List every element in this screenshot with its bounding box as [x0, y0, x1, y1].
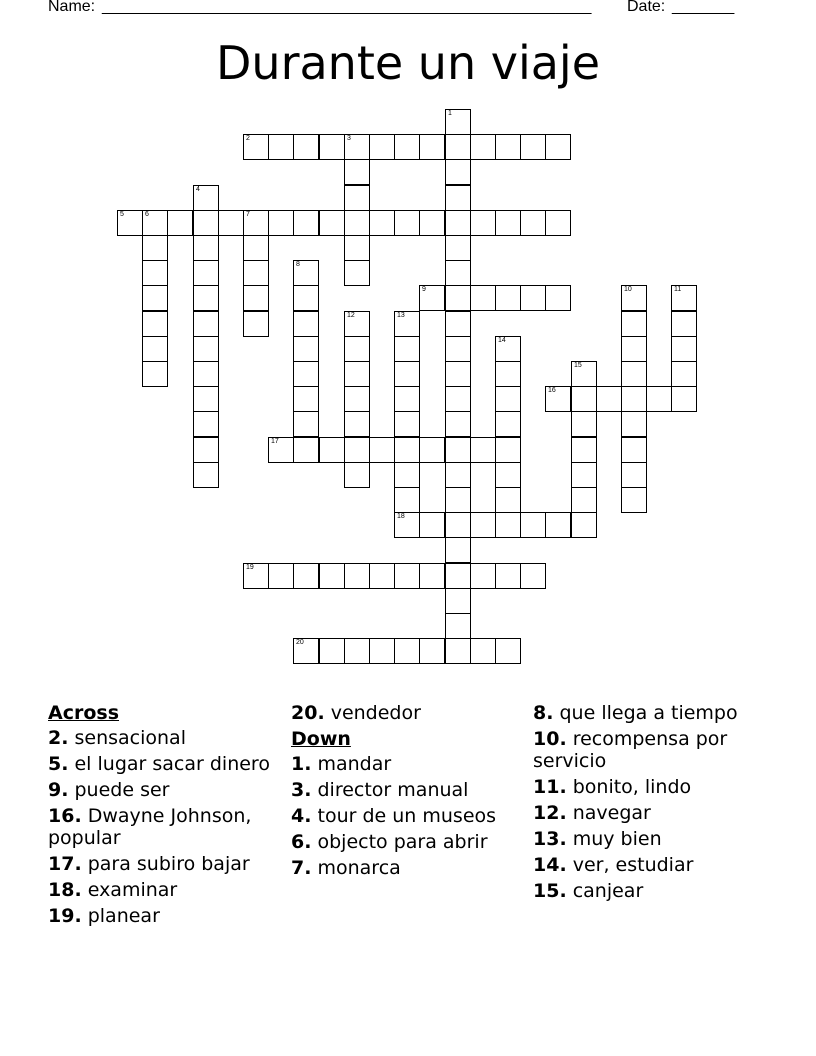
grid-cell[interactable]	[344, 185, 370, 211]
clue-number-label: 17.	[48, 853, 82, 875]
grid-cell[interactable]	[495, 285, 521, 311]
grid-cell[interactable]	[419, 285, 445, 311]
grid-cell[interactable]	[293, 134, 319, 160]
grid-cell[interactable]	[646, 386, 672, 412]
name-label: Name:	[48, 0, 96, 15]
clue-number-label: 19.	[48, 905, 82, 927]
grid-cell[interactable]	[394, 336, 420, 362]
across-heading: Across	[48, 702, 120, 724]
across-clue-list	[48, 727, 278, 927]
clue-number: 8	[296, 261, 300, 268]
grid-cell[interactable]	[495, 386, 521, 412]
grid-cell[interactable]	[319, 437, 345, 463]
grid-cell[interactable]	[293, 311, 319, 337]
grid-cell[interactable]	[470, 437, 496, 463]
grid-cell[interactable]	[495, 462, 521, 488]
clue-text: examinar	[81, 879, 178, 901]
down-clue	[533, 776, 763, 798]
grid-cell[interactable]	[445, 462, 471, 488]
grid-cell[interactable]	[293, 285, 319, 311]
grid-cell[interactable]	[344, 260, 370, 286]
clue-number: 11	[674, 286, 682, 293]
down-clue	[291, 753, 521, 775]
grid-cell[interactable]	[344, 563, 370, 589]
clue-text: mandar	[311, 753, 392, 775]
grid-cell[interactable]	[445, 411, 471, 437]
grid-cell[interactable]	[243, 210, 269, 236]
grid-cell[interactable]	[394, 462, 420, 488]
clue-number-label: 20.	[291, 702, 325, 724]
grid-cell[interactable]	[394, 361, 420, 387]
grid-cell[interactable]	[545, 512, 571, 538]
down-clue	[533, 854, 763, 876]
grid-cell[interactable]	[218, 210, 244, 236]
clue-text: Dwayne Johnson, popular	[48, 805, 252, 849]
clue-number-label: 8.	[533, 702, 554, 724]
grid-cell[interactable]	[193, 260, 219, 286]
grid-cell[interactable]	[545, 285, 571, 311]
grid-cell[interactable]	[319, 134, 345, 160]
grid-cell[interactable]	[369, 134, 395, 160]
grid-cell[interactable]	[394, 512, 420, 538]
grid-cell[interactable]	[293, 260, 319, 286]
down-clue	[533, 828, 763, 850]
grid-cell[interactable]	[470, 134, 496, 160]
grid-cell[interactable]	[193, 361, 219, 387]
clue-number-label: 2.	[48, 727, 69, 749]
down-clue-list	[291, 753, 521, 879]
grid-cell[interactable]	[470, 563, 496, 589]
across-clue-list-continued	[291, 702, 521, 724]
grid-cell[interactable]	[243, 260, 269, 286]
grid-cell[interactable]	[520, 563, 546, 589]
clue-number: 17	[271, 438, 279, 445]
grid-cell[interactable]	[394, 311, 420, 337]
grid-cell[interactable]	[520, 512, 546, 538]
grid-cell[interactable]	[293, 336, 319, 362]
grid-cell[interactable]	[495, 336, 521, 362]
clues-column-1	[48, 702, 278, 931]
grid-cell[interactable]	[419, 512, 445, 538]
grid-cell[interactable]	[344, 134, 370, 160]
grid-cell[interactable]	[596, 386, 622, 412]
grid-cell[interactable]	[369, 563, 395, 589]
grid-cell[interactable]	[142, 311, 168, 337]
grid-cell[interactable]	[445, 134, 471, 160]
grid-cell[interactable]	[243, 134, 269, 160]
grid-cell[interactable]	[495, 487, 521, 513]
grid-cell[interactable]	[243, 311, 269, 337]
grid-cell[interactable]	[495, 411, 521, 437]
date-blank: _______	[672, 0, 735, 15]
across-clue	[48, 905, 278, 927]
grid-cell[interactable]	[470, 638, 496, 664]
grid-cell[interactable]	[142, 361, 168, 387]
grid-cell[interactable]	[293, 563, 319, 589]
grid-cell[interactable]	[545, 210, 571, 236]
name-blank: _______________________________________________________	[102, 0, 592, 15]
grid-cell[interactable]	[621, 411, 647, 437]
grid-cell[interactable]	[621, 487, 647, 513]
clue-number: 1	[448, 110, 452, 117]
grid-cell[interactable]	[193, 185, 219, 211]
down-clue-list-continued	[533, 702, 763, 902]
clue-text: puede ser	[68, 779, 170, 801]
page-title: Durante un viaje	[216, 36, 600, 90]
clue-number: 6	[145, 211, 149, 218]
grid-cell[interactable]	[621, 285, 647, 311]
grid-cell[interactable]	[268, 134, 294, 160]
across-clue	[48, 727, 278, 749]
clue-number: 19	[246, 564, 254, 571]
grid-cell[interactable]	[445, 386, 471, 412]
clue-text: tour de un museos	[311, 805, 497, 827]
clue-number: 12	[347, 312, 355, 319]
clue-number-label: 9.	[48, 779, 69, 801]
grid-cell[interactable]	[394, 638, 420, 664]
clue-number: 20	[296, 639, 304, 646]
grid-cell[interactable]	[319, 210, 345, 236]
date-label: Date:	[627, 0, 666, 15]
grid-cell[interactable]	[394, 210, 420, 236]
clue-number-label: 18.	[48, 879, 82, 901]
grid-cell[interactable]	[344, 638, 370, 664]
clue-number-label: 12.	[533, 802, 567, 824]
clue-text: vendedor	[324, 702, 421, 724]
clue-text: recompensa por servicio	[533, 728, 728, 772]
grid-cell[interactable]	[621, 462, 647, 488]
grid-cell[interactable]	[571, 437, 597, 463]
grid-cell[interactable]	[319, 638, 345, 664]
grid-cell[interactable]	[419, 437, 445, 463]
down-clue	[533, 880, 763, 902]
grid-cell[interactable]	[445, 260, 471, 286]
across-clue	[48, 753, 278, 775]
grid-cell[interactable]	[193, 437, 219, 463]
clue-number: 5	[120, 211, 124, 218]
grid-cell[interactable]	[344, 336, 370, 362]
grid-cell[interactable]	[369, 638, 395, 664]
down-clue	[291, 831, 521, 853]
grid-cell[interactable]	[445, 588, 471, 614]
grid-cell[interactable]	[470, 210, 496, 236]
clue-number-label: 11.	[533, 776, 567, 798]
grid-cell[interactable]	[268, 437, 294, 463]
grid-cell[interactable]	[243, 563, 269, 589]
down-heading: Down	[291, 728, 351, 750]
grid-cell[interactable]	[445, 336, 471, 362]
grid-cell[interactable]	[571, 386, 597, 412]
down-clue	[533, 802, 763, 824]
grid-cell[interactable]	[193, 285, 219, 311]
clues-column-3	[533, 702, 763, 906]
grid-cell[interactable]	[293, 361, 319, 387]
grid-cell[interactable]	[344, 437, 370, 463]
grid-cell[interactable]	[394, 386, 420, 412]
grid-cell[interactable]	[470, 512, 496, 538]
grid-cell[interactable]	[344, 462, 370, 488]
clue-number-label: 14.	[533, 854, 567, 876]
grid-cell[interactable]	[621, 437, 647, 463]
clue-number-label: 4.	[291, 805, 312, 827]
grid-cell[interactable]	[142, 210, 168, 236]
clue-text: sensacional	[68, 727, 186, 749]
grid-cell[interactable]	[621, 311, 647, 337]
clue-text: planear	[81, 905, 160, 927]
clue-text: ver, estudiar	[566, 854, 694, 876]
grid-cell[interactable]	[520, 285, 546, 311]
clue-text: para subiro bajar	[81, 853, 250, 875]
clue-text: director manual	[311, 779, 469, 801]
grid-cell[interactable]	[495, 134, 521, 160]
grid-cell[interactable]	[671, 336, 697, 362]
grid-cell[interactable]	[495, 512, 521, 538]
clue-number: 7	[246, 211, 250, 218]
grid-cell[interactable]	[344, 235, 370, 261]
grid-cell[interactable]	[571, 487, 597, 513]
grid-cell[interactable]	[167, 210, 193, 236]
grid-cell[interactable]	[495, 361, 521, 387]
grid-cell[interactable]	[571, 512, 597, 538]
grid-cell[interactable]	[520, 210, 546, 236]
clue-number: 2	[246, 135, 250, 142]
grid-cell[interactable]	[571, 462, 597, 488]
grid-cell[interactable]	[445, 109, 471, 135]
grid-cell[interactable]	[344, 159, 370, 185]
grid-cell[interactable]	[293, 638, 319, 664]
across-clue	[48, 879, 278, 901]
grid-cell[interactable]	[142, 336, 168, 362]
grid-cell[interactable]	[293, 210, 319, 236]
grid-cell[interactable]	[445, 487, 471, 513]
clue-text: objecto para abrir	[311, 831, 488, 853]
clue-number-label: 7.	[291, 857, 312, 879]
grid-cell[interactable]	[369, 210, 395, 236]
grid-cell[interactable]	[445, 563, 471, 589]
grid-cell[interactable]	[545, 386, 571, 412]
grid-cell[interactable]	[243, 285, 269, 311]
grid-cell[interactable]	[419, 563, 445, 589]
grid-cell[interactable]	[142, 235, 168, 261]
clue-text: muy bien	[566, 828, 662, 850]
clue-number: 4	[196, 186, 200, 193]
clue-number: 18	[397, 513, 405, 520]
grid-cell[interactable]	[319, 563, 345, 589]
grid-cell[interactable]	[117, 210, 143, 236]
grid-cell[interactable]	[445, 159, 471, 185]
across-clue	[48, 779, 278, 801]
grid-cell[interactable]	[495, 638, 521, 664]
grid-cell[interactable]	[344, 210, 370, 236]
clue-number: 16	[548, 387, 556, 394]
clue-number-label: 16.	[48, 805, 82, 827]
grid-cell[interactable]	[394, 563, 420, 589]
grid-cell[interactable]	[445, 638, 471, 664]
grid-cell[interactable]	[445, 210, 471, 236]
grid-cell[interactable]	[394, 411, 420, 437]
grid-cell[interactable]	[394, 437, 420, 463]
grid-cell[interactable]	[445, 512, 471, 538]
grid-cell[interactable]	[470, 285, 496, 311]
clue-number: 13	[397, 312, 405, 319]
down-clue	[291, 805, 521, 827]
grid-cell[interactable]	[193, 235, 219, 261]
grid-cell[interactable]	[394, 487, 420, 513]
grid-cell[interactable]	[344, 411, 370, 437]
grid-cell[interactable]	[495, 563, 521, 589]
grid-cell[interactable]	[293, 437, 319, 463]
grid-cell[interactable]	[571, 411, 597, 437]
grid-cell[interactable]	[621, 336, 647, 362]
clue-text: navegar	[566, 802, 651, 824]
grid-cell[interactable]	[293, 411, 319, 437]
grid-cell[interactable]	[671, 386, 697, 412]
grid-cell[interactable]	[293, 386, 319, 412]
clue-number: 10	[624, 286, 632, 293]
down-clue	[533, 702, 763, 724]
grid-cell[interactable]	[495, 437, 521, 463]
clue-text: el lugar sacar dinero	[68, 753, 270, 775]
grid-cell[interactable]	[344, 386, 370, 412]
grid-cell[interactable]	[621, 386, 647, 412]
clue-number: 15	[574, 362, 582, 369]
grid-cell[interactable]	[671, 285, 697, 311]
grid-cell[interactable]	[193, 411, 219, 437]
grid-cell[interactable]	[419, 134, 445, 160]
clue-number: 9	[422, 286, 426, 293]
clue-number: 3	[347, 135, 351, 142]
grid-cell[interactable]	[445, 185, 471, 211]
grid-cell[interactable]	[445, 437, 471, 463]
grid-cell[interactable]	[495, 210, 521, 236]
clues-column-2	[291, 702, 521, 883]
across-clue	[48, 853, 278, 875]
clue-text: bonito, lindo	[566, 776, 692, 798]
grid-cell[interactable]	[193, 311, 219, 337]
grid-cell[interactable]	[243, 235, 269, 261]
clue-number-label: 3.	[291, 779, 312, 801]
grid-cell[interactable]	[671, 361, 697, 387]
clue-text: monarca	[311, 857, 401, 879]
clue-number-label: 1.	[291, 753, 312, 775]
clue-number: 14	[498, 337, 506, 344]
grid-cell[interactable]	[193, 336, 219, 362]
grid-cell[interactable]	[571, 361, 597, 387]
grid-cell[interactable]	[193, 462, 219, 488]
grid-cell[interactable]	[268, 563, 294, 589]
grid-cell[interactable]	[545, 134, 571, 160]
clue-number-label: 10.	[533, 728, 567, 750]
grid-cell[interactable]	[520, 134, 546, 160]
grid-cell[interactable]	[344, 361, 370, 387]
grid-cell[interactable]	[419, 638, 445, 664]
grid-cell[interactable]	[193, 386, 219, 412]
grid-cell[interactable]	[445, 613, 471, 639]
grid-cell[interactable]	[369, 437, 395, 463]
across-clue	[291, 702, 521, 724]
grid-cell[interactable]	[344, 311, 370, 337]
clue-number-label: 15.	[533, 880, 567, 902]
clue-text: canjear	[566, 880, 644, 902]
grid-cell[interactable]	[445, 311, 471, 337]
grid-cell[interactable]	[445, 361, 471, 387]
grid-cell[interactable]	[445, 537, 471, 563]
grid-cell[interactable]	[445, 235, 471, 261]
grid-cell[interactable]	[419, 210, 445, 236]
grid-cell[interactable]	[142, 260, 168, 286]
grid-cell[interactable]	[394, 134, 420, 160]
down-clue	[533, 728, 763, 772]
clue-number-label: 13.	[533, 828, 567, 850]
grid-cell[interactable]	[621, 361, 647, 387]
clue-number-label: 6.	[291, 831, 312, 853]
grid-cell[interactable]	[671, 311, 697, 337]
down-clue	[291, 779, 521, 801]
clue-text: que llega a tiempo	[553, 702, 738, 724]
grid-cell[interactable]	[445, 285, 471, 311]
grid-cell[interactable]	[142, 285, 168, 311]
grid-cell[interactable]	[268, 210, 294, 236]
clue-number-label: 5.	[48, 753, 69, 775]
across-clue	[48, 805, 278, 849]
down-clue	[291, 857, 521, 879]
grid-cell[interactable]	[193, 210, 219, 236]
